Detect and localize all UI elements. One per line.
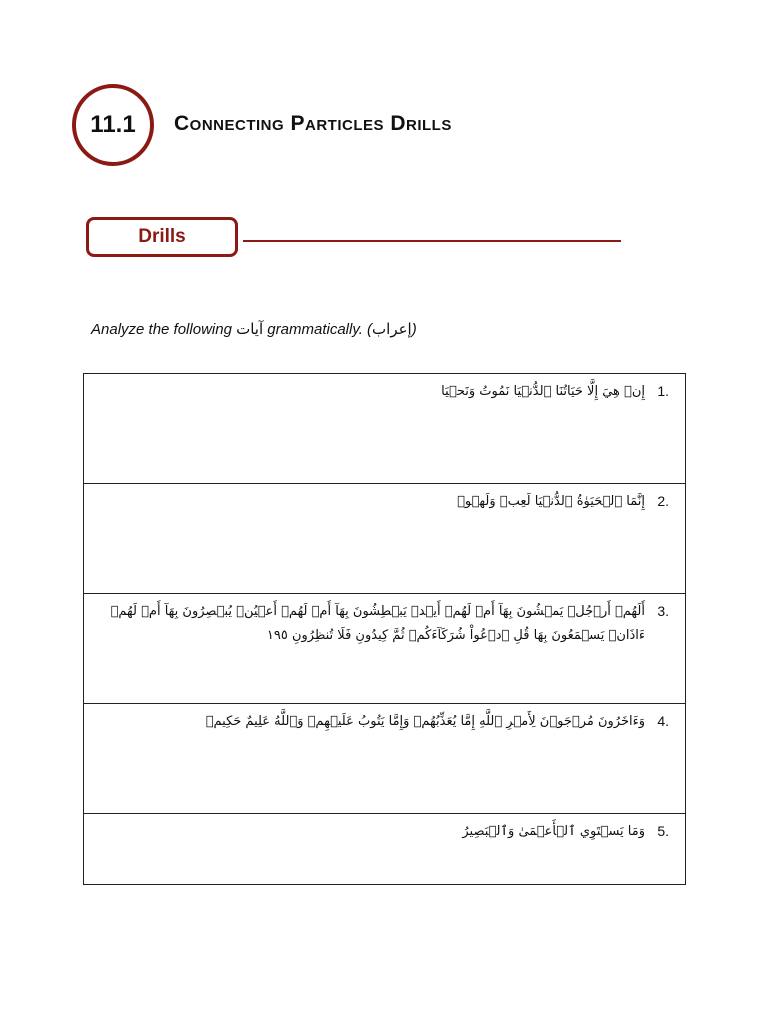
instruction-middle: grammatically. ( — [263, 321, 373, 338]
drill-number: 3. — [657, 603, 669, 619]
drill-table — [83, 373, 686, 885]
drill-number: 5. — [657, 823, 669, 839]
drill-row — [84, 594, 685, 704]
drills-divider — [243, 240, 621, 242]
section-number-badge: 11.1 — [72, 84, 154, 166]
instruction-lead: Analyze the following — [91, 321, 237, 338]
drill-number: 1. — [657, 383, 669, 399]
instruction-arabic-word: آيات — [236, 320, 264, 338]
drill-number: 4. — [657, 713, 669, 729]
instruction-text — [91, 320, 417, 338]
drill-verse: وَءَاخَرُونَ مُرۡجَوۡنَ لِأَمۡرِ ٱللَّهِ إِمَّا يُعَذِّبُهُمۡ وَإِمَّا يَتُوبُ عَلَيۡهِمۡ وَٱللَّهُ عَلِيمٌ حَكِيمٞ — [205, 714, 645, 729]
drill-row — [84, 484, 685, 594]
drill-verse: وَمَا يَسۡتَوِي ٱلۡأَعۡمَىٰ وَٱلۡبَصِيرُ — [462, 824, 645, 839]
page-title: Connecting Particles Drills — [174, 112, 452, 135]
drill-verse: إِنَّمَا ٱلۡحَيَوٰةُ ٱلدُّنۡيَا لَعِبٞ وَلَهۡوٞ — [457, 494, 645, 509]
instruction-close: ) — [411, 321, 417, 338]
drill-row — [84, 814, 685, 884]
instruction-arabic-term: إعراب — [372, 320, 412, 338]
drills-tab: Drills — [86, 217, 238, 257]
drill-row — [84, 704, 685, 814]
drill-number: 2. — [657, 493, 669, 509]
drill-row — [84, 374, 685, 484]
drill-verse: أَلَهُمۡ أَرۡجُلٞ يَمۡشُونَ بِهَآ أَمۡ لَهُمۡ أَيۡدٖ يَبۡطِشُونَ بِهَآ أَمۡ لَهُمۡ أَعۡيُنٞ يُبۡصِرُونَ بِهَآ أَمۡ لَهُمۡ ءَاذَانٞ يَسۡمَعُونَ بِهَا قُلِ ٱدۡعُواْ شُرَكَآءَكُمۡ ثُمَّ كِيدُونِ فَلَا تُنظِرُونِ ١٩٥ — [110, 604, 645, 643]
drill-verse: إِنۡ هِيَ إِلَّا حَيَاتُنَا ٱلدُّنۡيَا نَمُوتُ وَنَحۡيَا — [441, 384, 645, 399]
